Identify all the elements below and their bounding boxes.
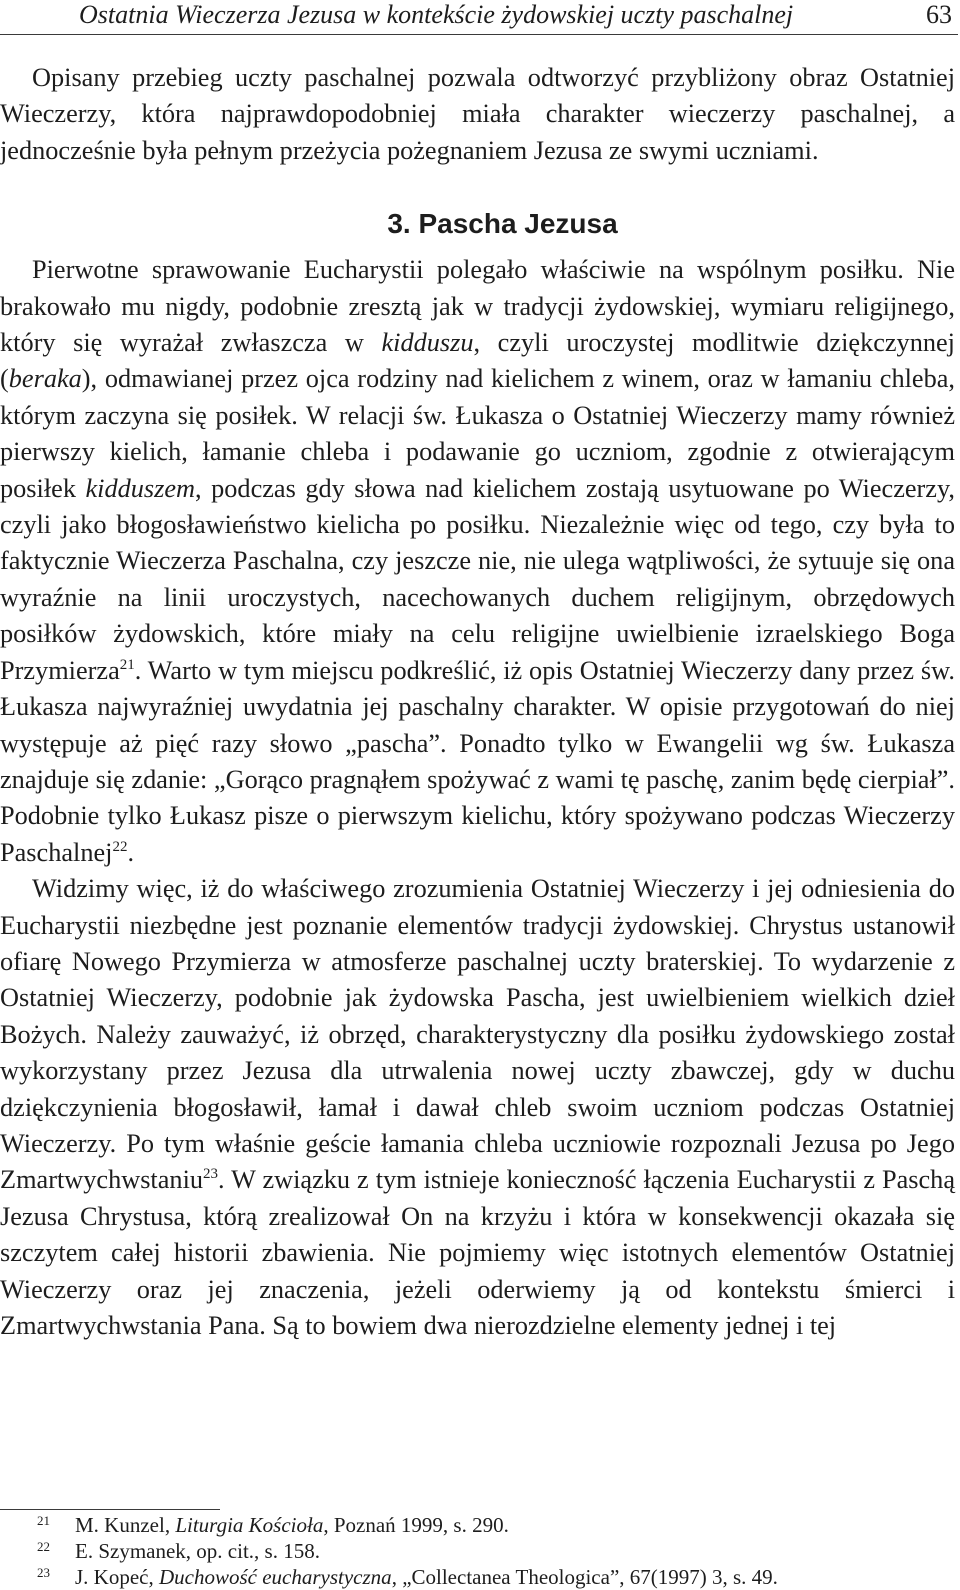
- paragraph-2-text-e: . Warto w tym miejscu podkreślić, iż opis Ostatniej Wieczerzy dany przez św. Łukasza najwyraźniej uwydatnia jej paschalny charakter. W opisie przygotowań do niej występuje aż pięć razy słowo „pascha”. Ponadto tylko w Ewangelii wg św. Łukasza znajduje się zdanie: „Gorąco pragnąłem spożywać z wami tę paschę, zanim będę cierpiał”. Podobnie tylko Łukasz pisze o pierwszym kielichu, który spożywano podczas Wieczerzy Paschalnej: [0, 655, 955, 867]
- paragraph-3-text-b: . W związku z tym istnieje konieczność łączenia Eucharystii z Paschą Jezusa Chrystusa, którą zrealizował On na krzyżu i która w konsekwencji okazała się szczytem całej historii zbawienia. Nie pojmiemy więc istotnych elementów Ostatniej Wieczerzy oraz jej znaczenia, jeżeli oderwiemy ją od kontekstu śmierci i Zmartwychwstania Pana. Są to bowiem dwa nierozdzielne elementy jednej i tej: [0, 1165, 955, 1340]
- paragraph-2-text-b: , czyli uroczystej modlitwie dziękczynnej (: [0, 328, 955, 394]
- footnote-ref-23: 23: [203, 1166, 219, 1183]
- footnote-title: Liturgia Kościoła: [175, 1513, 324, 1537]
- paragraph-2-text-d: , podczas gdy słowa nad kielichem zostają usytuowane po Wieczerzy, czyli jako błogosławieństwo kielicha po posiłku. Niezależnie więc od tego, czy była to faktycznie Wieczerza Paschalna, czy jeszcze nie, nie ulega wątpliwości, że sytuuje się ona wyraźnie na linii uroczystych, nacechowanych duchem religijnym, obrzędowych posiłków żydowskich, które miały na celu religijne uwielbienie izraelskiego Boga Przymierza: [0, 473, 955, 685]
- footnote-text-end: , Poznań 1999, s. 290.: [323, 1513, 509, 1537]
- footnote-text: E. Szymanek, op. cit., s. 158.: [75, 1539, 320, 1563]
- footnote-22: [0, 1538, 955, 1564]
- paragraph-2: [0, 252, 955, 871]
- footnote-ref-22: 22: [112, 838, 128, 855]
- footnote-title: Duchowość eucharystyczna: [158, 1565, 392, 1589]
- footnote-21: [0, 1512, 955, 1538]
- paragraph-2-text-a: Pierwotne sprawowanie Eucharystii polegało właściwie na wspólnym posiłku. Nie brakowało mu nigdy, podobnie zresztą jak w tradycji żydowskiej, wymiaru religijnego, który się wyrażał zwłaszcza w: [0, 255, 955, 358]
- section-heading: 3. Pascha Jezusa: [387, 208, 618, 240]
- footnote-text: M. Kunzel,: [75, 1513, 176, 1537]
- footnote-text: J. Kopeć,: [75, 1565, 159, 1589]
- footnote-separator: [0, 1509, 220, 1510]
- paragraph-1: Opisany przebieg uczty paschalnej pozwala odtworzyć przybliżony obraz Ostatniej Wieczerzy, która najprawdopodobniej miała charakter wieczerzy paschalnej, a jednocześnie była pełnym przeżycia pożegnaniem Jezusa ze swymi uczniami.: [0, 63, 955, 165]
- paragraph-3: [0, 871, 955, 1344]
- paragraph-2-text-f: .: [127, 837, 135, 867]
- footnote-text-end: , „Collectanea Theologica”, 67(1997) 3, s. 49.: [391, 1565, 778, 1589]
- running-head: [0, 0, 958, 35]
- footnote-mark: 22: [37, 1539, 50, 1554]
- page-number: 63: [926, 0, 952, 29]
- term-kiddusz: kidduszu: [381, 328, 474, 358]
- running-title: Ostatnia Wieczerza Jezusa w kontekście żydowskiej uczty paschalnej: [79, 0, 794, 29]
- paragraph-3-text-a: Widzimy więc, iż do właściwego zrozumienia Ostatniej Wieczerzy i jej odniesienia do Eucharystii niezbędne jest poznanie elementów tradycji żydowskiej. Chrystus ustanowił ofiarę Nowego Przymierza w atmosferze paschalnej uczty braterskiej. To wydarzenie z Ostatniej Wieczerzy, podobnie jak żydowska Pascha, jest uwielbieniem wielkich dzieł Bożych. Należy zauważyć, iż obrzęd, charakterystyczny dla posiłku żydowskiego został wykorzystany przez Jezusa dla utrwalenia nowej uczty zbawczej, gdy w duchu dziękczynienia błogosławił, łamał i dawał chleb swoim uczniom podczas Ostatniej Wieczerzy. Po tym właśnie geście łamania chleba uczniowie rozpoznali Jezusa po Jego Zmartwychwstaniu: [0, 874, 955, 1195]
- footnote-mark: 23: [37, 1565, 50, 1580]
- term-beraka: beraka: [8, 364, 82, 394]
- footnote-23: [0, 1564, 955, 1590]
- term-kidduszem: kidduszem: [85, 473, 196, 503]
- footnote-mark: 21: [37, 1513, 50, 1528]
- body-text: [0, 60, 955, 1344]
- footnote-ref-21: 21: [119, 656, 135, 673]
- paragraph-2-text-c: ), odmawianej przez ojca rodziny nad kielichem z winem, oraz w łamaniu chleba, którym zaczyna się posiłek. W relacji św. Łukasza o Ostatniej Wieczerzy mamy również pierwszy kielich, łamanie chleba i podawanie go uczniom, zgodnie z otwierającym posiłek: [0, 364, 955, 503]
- footnotes: [0, 1512, 955, 1590]
